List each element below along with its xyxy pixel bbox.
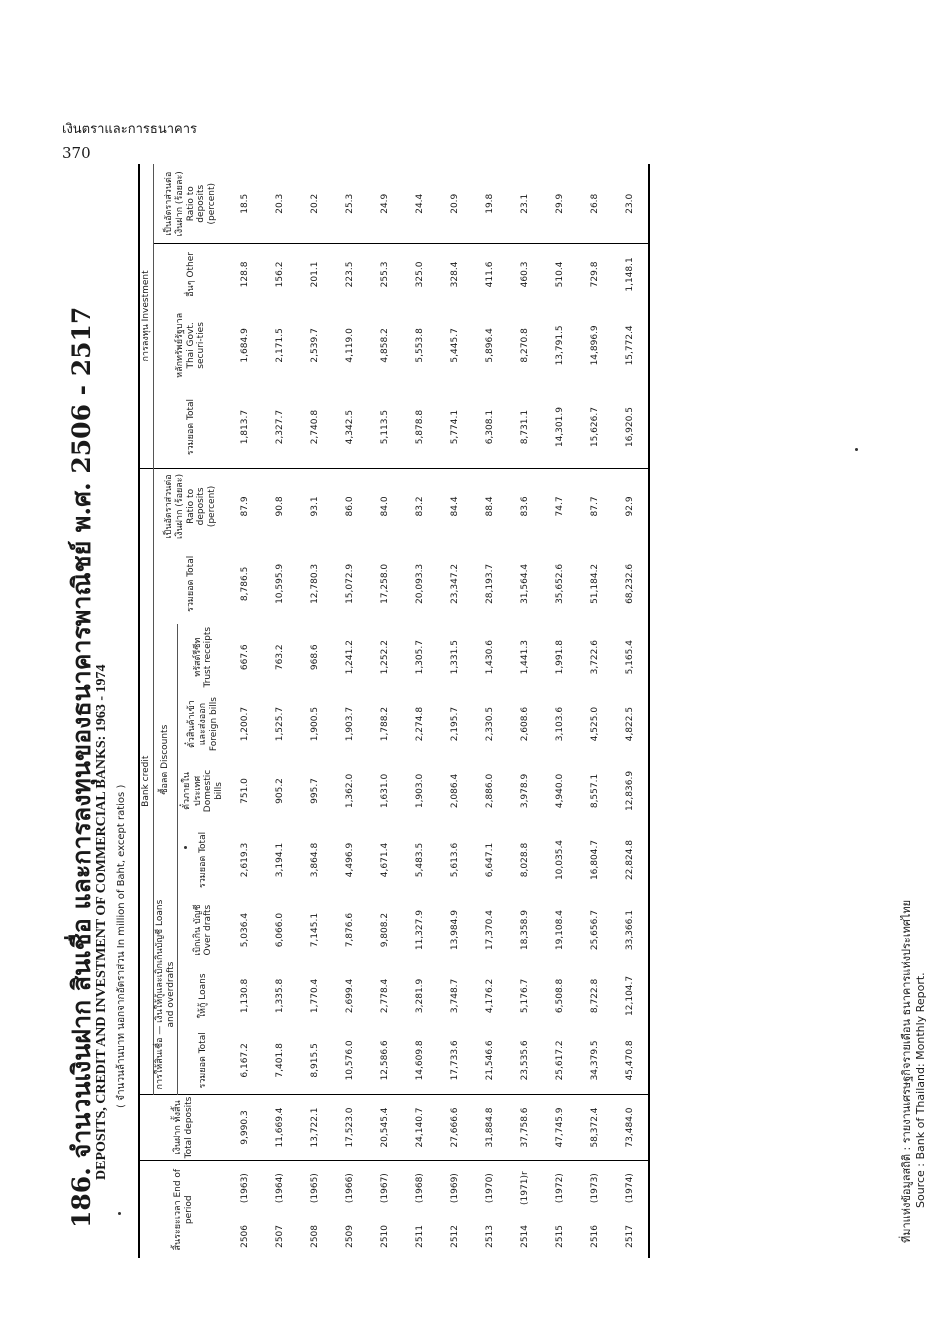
value-cell: 4,342.5 xyxy=(333,386,368,468)
period-cell: 2517 xyxy=(613,1215,649,1258)
value-cell: 1,813.7 xyxy=(228,386,263,468)
value-cell: 17,523.0 xyxy=(333,1094,368,1161)
value-cell: 1,331.5 xyxy=(450,640,461,675)
header-investment-ratio: เป็นอัตราส่วนต่อเงินฝาก (ร้อยละ) Ratio to deposits (percent) xyxy=(153,164,228,244)
value-cell: 47,745.9 xyxy=(543,1094,578,1161)
value-cell: 12,586.6 xyxy=(368,1027,403,1094)
value-cell: 17,733.6 xyxy=(438,1027,473,1094)
value-cell: 729.8 xyxy=(590,261,601,288)
value-cell: 11,669.4 xyxy=(263,1094,298,1161)
value-cell: 1,441.3 xyxy=(520,640,531,675)
value-cell: 2,274.8 xyxy=(415,706,426,742)
rotated-table-block xyxy=(62,164,927,1258)
value-cell: 12,836.9 xyxy=(613,758,649,825)
header-domestic-bills: ตั๋วภายใน ประเทศ Domestic bills xyxy=(181,769,225,813)
header-discount-total: รวมยอด Total xyxy=(197,831,208,889)
value-cell: 29.9 xyxy=(543,164,578,244)
table-row xyxy=(543,164,578,1258)
period-cell: 2508 xyxy=(310,1224,321,1248)
value-cell: 23.1 xyxy=(508,164,543,244)
value-cell: 23.0 xyxy=(613,164,649,244)
period-cell: (1965) xyxy=(310,1173,321,1204)
value-cell: 3,281.9 xyxy=(415,978,426,1014)
running-head: เงินตราและการธนาคาร xyxy=(62,122,197,137)
table-row xyxy=(508,164,543,1258)
value-cell: 31,564.4 xyxy=(520,563,531,604)
value-cell: 34,379.5 xyxy=(578,1027,613,1094)
table-row xyxy=(298,164,333,1258)
value-cell: 58,372.4 xyxy=(578,1094,613,1161)
value-cell: 26.8 xyxy=(578,164,613,244)
value-cell: 84.0 xyxy=(380,496,391,517)
value-cell: 3,978.9 xyxy=(520,773,531,809)
value-cell: 1,900.5 xyxy=(310,706,321,742)
value-cell: 5,036.4 xyxy=(240,912,251,948)
header-credit-ratio: เป็นอัตราส่วนต่อเงินฝาก (ร้อยละ) Ratio to deposits (percent) xyxy=(164,473,218,539)
value-cell: 23,535.6 xyxy=(508,1027,543,1094)
value-cell: 17,370.4 xyxy=(485,910,496,951)
value-cell: 3,722.6 xyxy=(590,640,601,675)
value-cell: 35,652.6 xyxy=(555,563,566,604)
period-cell: (1966) xyxy=(345,1173,356,1204)
period-cell: 2507 xyxy=(275,1224,286,1248)
table-row xyxy=(578,164,613,1258)
header-investment: การลงทุน Investment xyxy=(139,164,153,468)
value-cell: 4,525.0 xyxy=(590,706,601,742)
value-cell: 25,656.7 xyxy=(590,910,601,951)
header-loans-total: รวมยอด Total xyxy=(178,1027,229,1094)
value-cell: 25.3 xyxy=(333,164,368,244)
table-row xyxy=(613,164,649,1258)
value-cell: 88.4 xyxy=(485,496,496,517)
period-cell: (1967) xyxy=(380,1173,391,1204)
value-cell: 5,113.5 xyxy=(368,386,403,468)
value-cell: 1,770.4 xyxy=(310,978,321,1014)
value-cell: 20,545.4 xyxy=(368,1094,403,1161)
value-cell: 3,748.7 xyxy=(450,978,461,1014)
value-cell: 8,731.1 xyxy=(508,386,543,468)
period-cell: 2515 xyxy=(555,1224,566,1248)
value-cell: 1,991.8 xyxy=(555,640,566,675)
value-cell: 4,822.5 xyxy=(613,691,649,758)
value-cell: 4,496.9 xyxy=(345,842,356,878)
value-cell: 1,362.0 xyxy=(345,773,356,809)
value-cell: 25,617.2 xyxy=(543,1027,578,1094)
value-cell: 2,539.7 xyxy=(310,328,321,363)
value-cell: 8,722.8 xyxy=(590,978,601,1014)
header-overdrafts: เบิกเกิน บัญชี Over drafts xyxy=(192,904,214,956)
value-cell: 1,903.7 xyxy=(345,706,356,742)
value-cell: 2,171.5 xyxy=(275,328,286,363)
value-cell: 14,301.9 xyxy=(543,386,578,468)
period-cell: 2512 xyxy=(450,1224,461,1248)
value-cell: 10,576.0 xyxy=(333,1027,368,1094)
header-thai-govt: หลักทรัพย์รัฐบาล Thai Govt. securi-ties xyxy=(174,312,207,378)
period-cell: (1973) xyxy=(590,1173,601,1204)
value-cell: 20.9 xyxy=(438,164,473,244)
value-cell: 968.6 xyxy=(310,644,321,671)
value-cell: 20.2 xyxy=(298,164,333,244)
period-cell: (1974) xyxy=(613,1161,649,1215)
value-cell: 1,200.7 xyxy=(240,706,251,742)
value-cell: 8,915.5 xyxy=(298,1027,333,1094)
value-cell: 325.0 xyxy=(415,261,426,288)
value-cell: 2,327.7 xyxy=(263,386,298,468)
value-cell: 18,358.9 xyxy=(520,910,531,951)
value-cell: 9,990.3 xyxy=(228,1094,263,1161)
header-trust-receipts: ทรัสต์รีซีท Trust receipts xyxy=(192,626,214,688)
value-cell: 14,896.9 xyxy=(590,325,601,366)
value-cell: 3,864.8 xyxy=(310,842,321,878)
value-cell: 20,093.3 xyxy=(415,563,426,604)
value-cell: 92.9 xyxy=(613,468,649,544)
value-cell: 4,671.4 xyxy=(380,842,391,878)
header-loans: ให้กู้ Loans xyxy=(197,973,208,1019)
value-cell: 156.2 xyxy=(275,261,286,288)
value-cell: 6,508.8 xyxy=(555,978,566,1014)
value-cell: 20.3 xyxy=(263,164,298,244)
value-cell: 28,193.7 xyxy=(485,563,496,604)
value-cell: 84.4 xyxy=(450,496,461,517)
value-cell: 201.1 xyxy=(310,261,321,288)
value-cell: 7,876.6 xyxy=(345,912,356,948)
value-cell: 15,772.4 xyxy=(613,304,649,386)
value-cell: 33,366.1 xyxy=(613,896,649,965)
value-cell: 8,557.1 xyxy=(590,773,601,809)
value-cell: 2,699.4 xyxy=(345,978,356,1014)
value-cell: 16,920.5 xyxy=(613,386,649,468)
value-cell: 2,778.4 xyxy=(380,978,391,1014)
value-cell: 12,780.3 xyxy=(310,563,321,604)
value-cell: 51,184.2 xyxy=(590,563,601,604)
value-cell: 1,148.1 xyxy=(613,244,649,304)
period-cell: 2514 xyxy=(520,1224,531,1248)
value-cell: 1,130.8 xyxy=(240,978,251,1014)
table-row xyxy=(333,164,368,1258)
value-cell: 31,884.8 xyxy=(473,1094,508,1161)
value-cell: 24.9 xyxy=(368,164,403,244)
value-cell: 19,108.4 xyxy=(555,910,566,951)
value-cell: 15,072.9 xyxy=(345,563,356,604)
value-cell: 5,176.7 xyxy=(520,978,531,1014)
value-cell: 15,626.7 xyxy=(578,386,613,468)
table-row xyxy=(368,164,403,1258)
value-cell: 10,035.4 xyxy=(555,839,566,881)
value-cell: 2,086.4 xyxy=(450,773,461,809)
value-cell: 751.0 xyxy=(240,778,251,804)
header-credit-total: รวมยอด Total xyxy=(185,555,196,612)
value-cell: 1,684.9 xyxy=(240,328,251,363)
value-cell: 90.8 xyxy=(275,496,286,517)
period-cell: (1971)r xyxy=(520,1171,531,1205)
value-cell: 13,984.9 xyxy=(450,910,461,951)
value-cell: 5,774.1 xyxy=(438,386,473,468)
value-cell: 6,066.0 xyxy=(275,912,286,948)
value-cell: 8,786.5 xyxy=(240,566,251,602)
value-cell: 5,445.7 xyxy=(450,328,461,363)
header-foreign-bills: ตั๋วสินค้าเข้า และส่งออก Foreign bills xyxy=(187,697,219,752)
value-cell: 27,666.6 xyxy=(438,1094,473,1161)
period-cell: 2511 xyxy=(415,1224,426,1248)
period-cell: 2516 xyxy=(590,1224,601,1248)
table-row xyxy=(263,164,298,1258)
value-cell: 68,232.6 xyxy=(613,544,649,624)
page-number: 370 xyxy=(62,144,91,162)
value-cell: 995.7 xyxy=(310,778,321,804)
value-cell: 18.5 xyxy=(228,164,263,244)
value-cell: 16,804.7 xyxy=(590,839,601,881)
value-cell: 1,788.2 xyxy=(380,706,391,742)
value-cell: 37,758.6 xyxy=(508,1094,543,1161)
value-cell: 2,740.8 xyxy=(298,386,333,468)
value-cell: 13,722.1 xyxy=(298,1094,333,1161)
value-cell: 19.8 xyxy=(473,164,508,244)
header-total-deposits: เงินฝาก ทั้งสิ้น Total deposits xyxy=(139,1094,228,1161)
value-cell: 328.4 xyxy=(450,261,461,288)
value-cell: 87.7 xyxy=(590,496,601,517)
table-row xyxy=(403,164,438,1258)
value-cell: 24.4 xyxy=(403,164,438,244)
value-cell: 10,595.9 xyxy=(275,563,286,604)
value-cell: 460.3 xyxy=(520,261,531,288)
period-cell: (1969) xyxy=(450,1173,461,1204)
value-cell: 2,886.0 xyxy=(485,773,496,809)
value-cell: 1,903.0 xyxy=(415,773,426,809)
value-cell: 93.1 xyxy=(310,496,321,517)
value-cell: 4,940.0 xyxy=(555,773,566,809)
value-cell: 83.6 xyxy=(520,496,531,517)
source-note-english: Source : Bank of Thailand: Monthly Report. xyxy=(914,972,927,1208)
value-cell: 2,619.3 xyxy=(240,842,251,878)
value-cell: 1,430.6 xyxy=(485,640,496,675)
value-cell: 411.6 xyxy=(485,261,496,288)
value-cell: 6,167.2 xyxy=(228,1027,263,1094)
value-cell: 22,824.8 xyxy=(613,824,649,895)
value-cell: 2,330.5 xyxy=(485,706,496,742)
value-cell: 5,553.8 xyxy=(415,328,426,363)
value-cell: 2,195.7 xyxy=(450,706,461,742)
value-cell: 24,140.7 xyxy=(403,1094,438,1161)
period-cell: (1970) xyxy=(485,1173,496,1204)
value-cell: 11,327.9 xyxy=(415,910,426,951)
table-row xyxy=(228,164,263,1258)
value-cell: 74.7 xyxy=(555,496,566,517)
header-period: สิ้นระยะเวลา End of period xyxy=(139,1161,228,1258)
value-cell: 86.0 xyxy=(345,496,356,517)
value-cell: 12,104.7 xyxy=(613,965,649,1028)
value-cell: 667.6 xyxy=(240,644,251,671)
value-cell: 17,258.0 xyxy=(380,563,391,604)
value-cell: 1,252.2 xyxy=(380,640,391,675)
value-cell: 1,525.7 xyxy=(275,706,286,742)
value-cell: 255.3 xyxy=(380,261,391,288)
value-cell: 905.2 xyxy=(275,778,286,804)
value-cell: 73,484.0 xyxy=(613,1094,649,1161)
deposits-credit-table xyxy=(138,164,650,1258)
table-title-english: DEPOSITS, CREDIT AND INVESTMENT OF COMMERCIAL BANKS: 1963 - 1974 xyxy=(94,664,109,1180)
value-cell: 4,858.2 xyxy=(380,328,391,363)
value-cell: 128.8 xyxy=(240,261,251,288)
source-note-thai: ที่มาแห่งข้อมูลสถิติ : รายงานเศรษฐกิจรายเดือน ธนาคารแห่งประเทศไทย xyxy=(900,899,913,1243)
value-cell: 7,401.8 xyxy=(263,1027,298,1094)
period-cell: 2513 xyxy=(485,1224,496,1248)
value-cell: 2,608.6 xyxy=(520,706,531,742)
value-cell: 8,270.8 xyxy=(520,328,531,363)
value-cell: 45,470.8 xyxy=(613,1027,649,1094)
value-cell: 8,028.8 xyxy=(520,842,531,878)
value-cell: 5,613.6 xyxy=(450,842,461,878)
header-investment-total: รวมยอด Total xyxy=(153,386,228,468)
value-cell: 1,631.0 xyxy=(380,773,391,809)
period-cell: (1972) xyxy=(555,1173,566,1204)
value-cell: 5,878.8 xyxy=(403,386,438,468)
value-cell: 87.9 xyxy=(240,496,251,517)
value-cell: 13,791.5 xyxy=(555,325,566,366)
table-unit-note: ( จำนวนล้านบาท นอกจากอัตราส่วน In million of Baht, except ratios ) xyxy=(116,784,127,1108)
value-cell: 6,308.1 xyxy=(473,386,508,468)
value-cell: 510.4 xyxy=(555,261,566,288)
table-title-thai: 186. จำนวนเงินฝาก สินเชื่อ และการลงทุนของธนาคารพาณิชย์ พ.ศ. 2506 - 2517 xyxy=(67,306,96,1228)
value-cell: 7,145.1 xyxy=(310,912,321,948)
value-cell: 5,483.5 xyxy=(415,842,426,878)
value-cell: 3,194.1 xyxy=(275,842,286,878)
value-cell: 4,176.2 xyxy=(485,978,496,1014)
period-cell: 2509 xyxy=(345,1224,356,1248)
value-cell: 6,647.1 xyxy=(485,842,496,878)
value-cell: 23,347.2 xyxy=(450,563,461,604)
value-cell: 5,896.4 xyxy=(485,328,496,363)
value-cell: 1,305.7 xyxy=(415,640,426,675)
value-cell: 1,241.2 xyxy=(345,640,356,675)
table-body xyxy=(228,164,649,1258)
value-cell: 1,335.8 xyxy=(275,978,286,1014)
period-cell: (1968) xyxy=(415,1173,426,1204)
value-cell: 4,119.0 xyxy=(345,328,356,363)
period-cell: (1964) xyxy=(275,1173,286,1204)
period-cell: (1963) xyxy=(240,1173,251,1204)
value-cell: 14,609.8 xyxy=(403,1027,438,1094)
value-cell: 763.2 xyxy=(275,644,286,671)
header-other: อื่นๆ Other xyxy=(185,252,196,297)
period-cell: 2506 xyxy=(240,1224,251,1248)
value-cell: 5,165.4 xyxy=(613,624,649,691)
value-cell: 3,103.6 xyxy=(555,706,566,742)
period-cell: 2510 xyxy=(380,1224,391,1248)
table-row xyxy=(438,164,473,1258)
header-bank-credit: Bank credit xyxy=(139,468,153,1094)
header-discounts-group: ซื้อลด Discounts xyxy=(153,624,178,896)
value-cell: 9,808.2 xyxy=(380,912,391,948)
value-cell: 223.5 xyxy=(345,261,356,288)
value-cell: 21,546.6 xyxy=(473,1027,508,1094)
header-loans-group: การให้สินเชื่อ — เงินให้กู้และเบิกเกินบัญชี Loans and overdrafts xyxy=(153,896,178,1094)
value-cell: 83.2 xyxy=(415,496,426,517)
table-row xyxy=(473,164,508,1258)
